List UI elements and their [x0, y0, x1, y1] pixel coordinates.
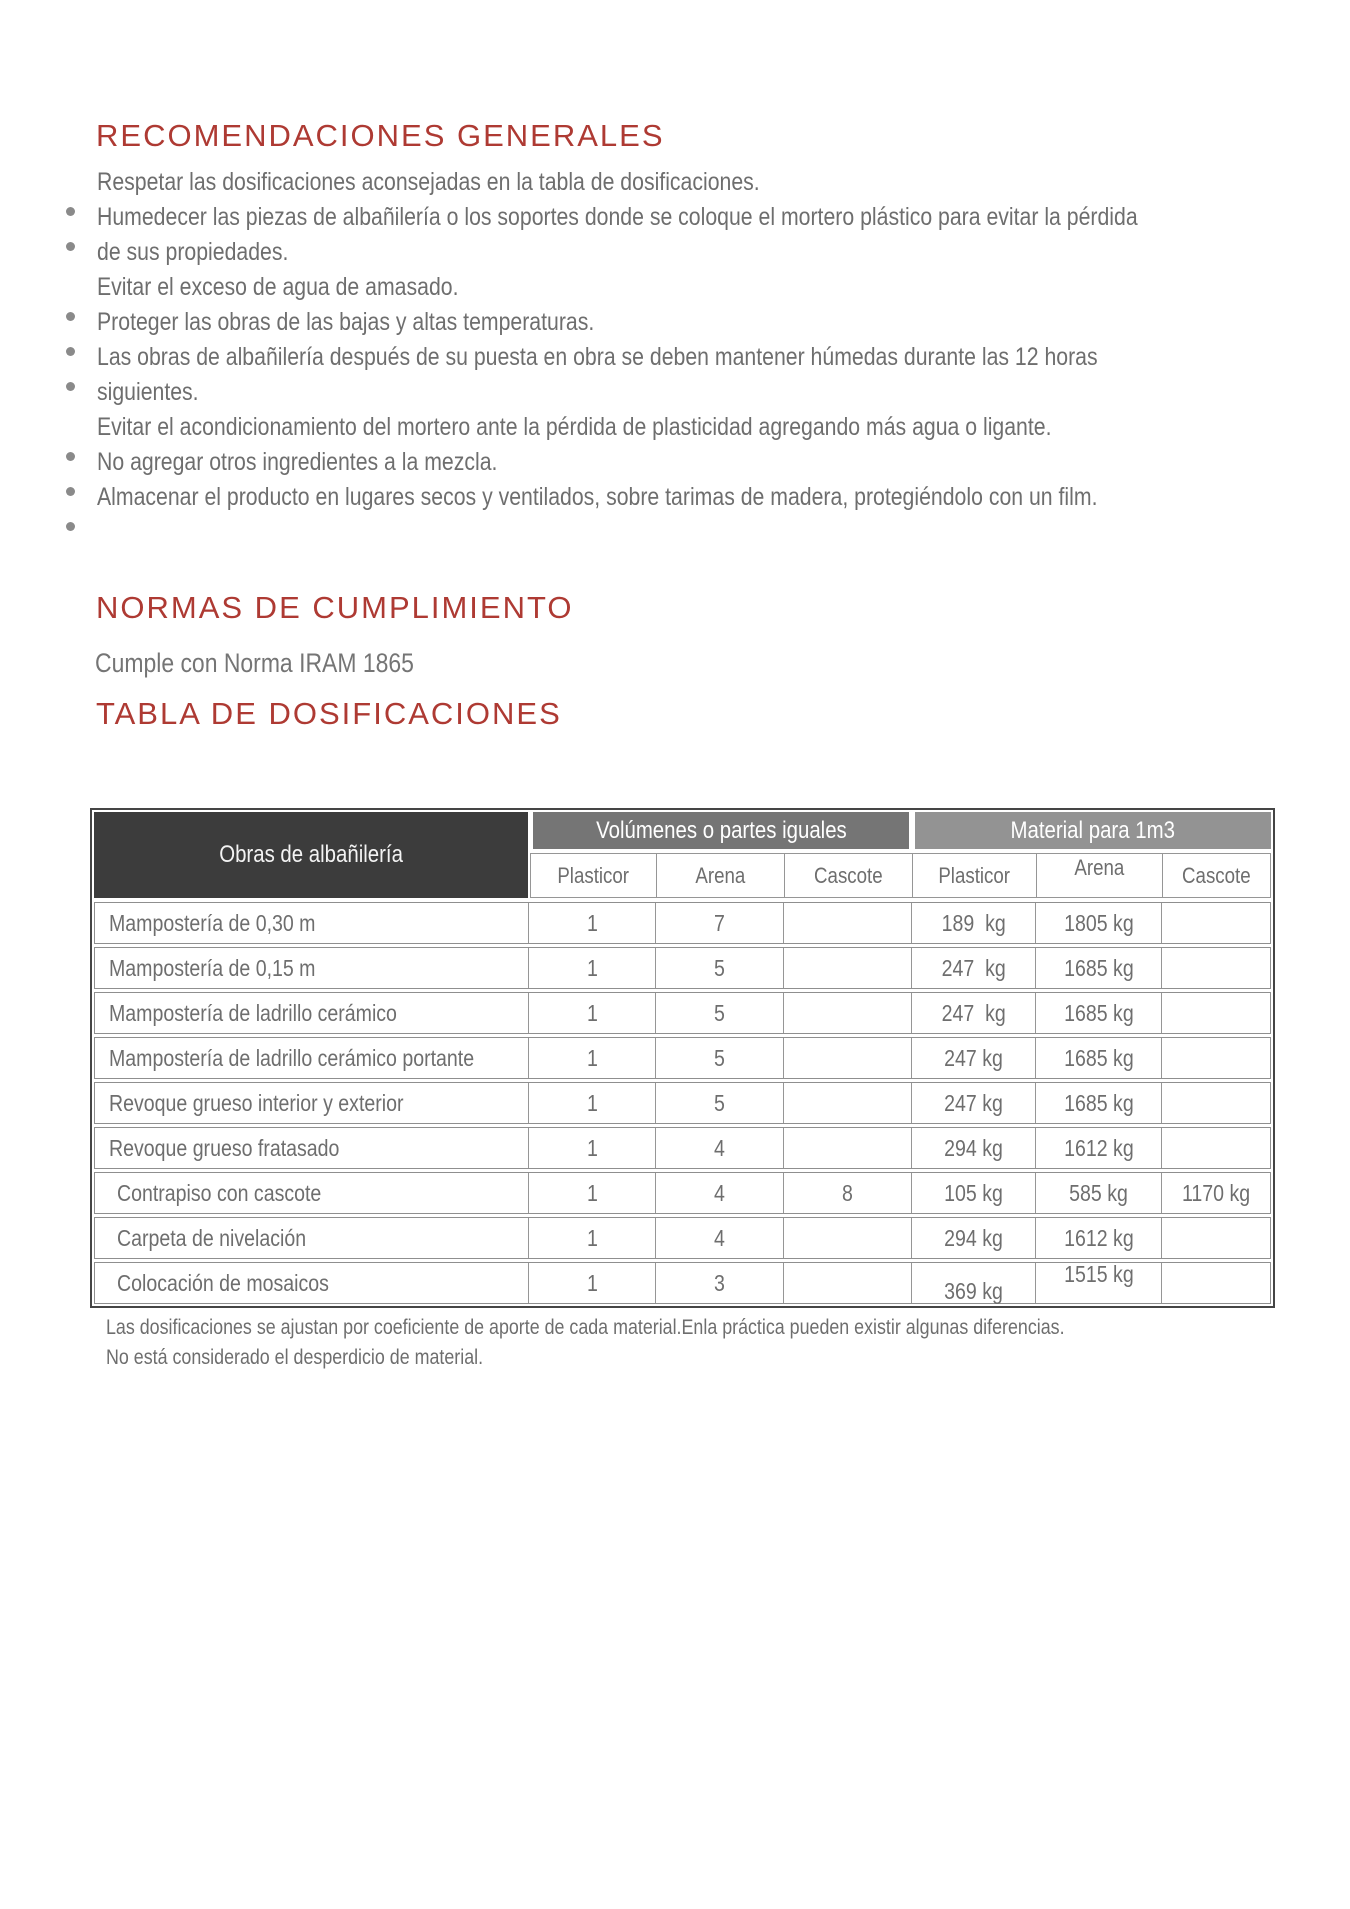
recommendation-text: siguientes.	[97, 378, 199, 406]
dosage-table-inner	[94, 812, 1271, 1304]
cell-volumes-plasticor	[529, 1128, 656, 1168]
table-body	[94, 902, 1271, 1304]
cell-value: 5	[714, 954, 725, 981]
cell-obra-label: Mampostería de ladrillo cerámico portante	[109, 1044, 475, 1071]
cell-volumes-cascote	[784, 1173, 912, 1213]
bullet-icon	[66, 487, 75, 496]
norma-compliance-label: Cumple con Norma IRAM 1865	[95, 648, 414, 678]
bullet-icon	[66, 242, 75, 251]
cell-material-plasticor	[912, 1128, 1036, 1168]
recommendation-line	[63, 201, 1243, 236]
cell-volumes-arena	[656, 1083, 784, 1123]
group-header-material-label: Material para 1m3	[1010, 816, 1176, 844]
cell-value: 189 kg	[941, 909, 1006, 936]
cell-value: 1685 kg	[1063, 999, 1134, 1026]
subheader-arena-volumes	[657, 854, 785, 897]
cell-material-cascote	[1162, 1263, 1270, 1303]
cell-value: 5	[714, 1044, 725, 1071]
bullet-icon	[66, 312, 75, 321]
cell-value: 1	[586, 954, 598, 981]
cell-material-plasticor	[912, 1263, 1036, 1303]
cell-obra-label: Revoque grueso fratasado	[109, 1134, 340, 1161]
cell-material-plasticor	[912, 1173, 1036, 1213]
subheader-label: Arena	[1074, 854, 1125, 880]
cell-volumes-cascote	[784, 1038, 912, 1078]
cell-value: 5	[714, 999, 725, 1026]
cell-material-plasticor	[912, 1218, 1036, 1258]
cell-volumes-arena	[656, 903, 784, 943]
subheader-row	[530, 853, 1271, 898]
cell-value: 247 kg	[944, 1089, 1003, 1116]
cell-material-cascote	[1162, 1038, 1270, 1078]
cell-value: 1	[586, 1224, 598, 1251]
dosage-table	[90, 808, 1275, 1308]
cell-material-cascote	[1162, 1083, 1270, 1123]
cell-obra-label: Contrapiso con cascote	[117, 1179, 322, 1206]
cell-value: 8	[842, 1179, 853, 1206]
recommendation-line	[63, 271, 1243, 306]
cell-material-arena	[1036, 1260, 1162, 1303]
cell-value: 1612 kg	[1063, 1134, 1134, 1161]
subheader-cascote-material	[1163, 854, 1270, 897]
recommendation-line	[63, 481, 1243, 516]
cell-material-arena	[1036, 1038, 1162, 1078]
cell-value: 1	[586, 1134, 598, 1161]
recommendation-text: Evitar el exceso de agua de amasado.	[97, 273, 459, 301]
table-corner-header	[94, 812, 528, 898]
cell-material-cascote	[1162, 1218, 1270, 1258]
recommendation-line	[63, 446, 1243, 481]
cell-obra-label: Carpeta de nivelación	[117, 1224, 307, 1251]
cell-material-cascote	[1162, 1173, 1270, 1213]
group-header-volumes-label: Volúmenes o partes iguales	[595, 816, 847, 844]
cell-value: 1	[586, 1089, 598, 1116]
note-line-1	[106, 1316, 1234, 1346]
cell-volumes-plasticor	[529, 993, 656, 1033]
note-line-2	[106, 1346, 1234, 1376]
cell-volumes-plasticor	[529, 948, 656, 988]
cell-obra	[95, 948, 529, 988]
table-notes	[106, 1316, 1234, 1376]
cell-obra	[95, 1083, 529, 1123]
cell-value: 1685 kg	[1063, 1089, 1134, 1116]
cell-value: 294 kg	[944, 1134, 1003, 1161]
cell-value: 247 kg	[944, 1044, 1003, 1071]
cell-volumes-arena	[656, 1218, 784, 1258]
recommendations-list	[63, 166, 1243, 551]
cell-obra	[95, 993, 529, 1033]
cell-volumes-plasticor	[529, 1173, 656, 1213]
cell-volumes-arena	[656, 1173, 784, 1213]
cell-value: 1515 kg	[1063, 1260, 1134, 1287]
cell-obra-label: Mampostería de 0,30 m	[109, 909, 316, 936]
note-text: No está considerado el desperdicio de material.	[106, 1346, 484, 1369]
cell-material-arena	[1036, 903, 1162, 943]
cell-value: 1	[586, 1269, 598, 1296]
cell-volumes-plasticor	[529, 1083, 656, 1123]
cell-material-plasticor	[912, 903, 1036, 943]
recommendation-text: Proteger las obras de las bajas y altas temperaturas.	[97, 308, 595, 336]
cell-value: 7	[714, 909, 725, 936]
recommendation-text: de sus propiedades.	[97, 238, 289, 266]
subheader-label: Plasticor	[938, 862, 1011, 888]
recommendation-text: Almacenar el producto en lugares secos y ventilados, sobre tarimas de madera, protegiéndolo con un film.	[97, 483, 1098, 511]
cell-obra	[95, 1263, 529, 1303]
cell-obra	[95, 1173, 529, 1213]
subheader-label: Cascote	[1182, 862, 1251, 888]
cell-value: 1805 kg	[1063, 909, 1134, 936]
note-text: Las dosificaciones se ajustan por coeficiente de aporte de cada material.Enla práctica pueden existir algunas diferencias.	[106, 1316, 1065, 1339]
bullet-icon	[66, 522, 75, 531]
cell-material-cascote	[1162, 948, 1270, 988]
subheader-label: Plasticor	[557, 862, 630, 888]
cell-value: 369 kg	[944, 1277, 1003, 1304]
recommendation-line	[63, 236, 1243, 271]
cell-volumes-cascote	[784, 1083, 912, 1123]
cell-value: 294 kg	[944, 1224, 1003, 1251]
recommendation-text: Las obras de albañilería después de su puesta en obra se deben mantener húmedas durante las 12 horas	[97, 343, 1098, 371]
cell-material-arena	[1036, 1218, 1162, 1258]
recommendation-line	[63, 516, 1243, 551]
cell-material-arena	[1036, 1083, 1162, 1123]
table-row	[94, 1217, 1271, 1259]
cell-obra	[95, 903, 529, 943]
cell-volumes-arena	[656, 1038, 784, 1078]
cell-material-arena	[1036, 1128, 1162, 1168]
cell-obra-label: Mampostería de 0,15 m	[109, 954, 316, 981]
cell-value: 1170 kg	[1181, 1179, 1251, 1206]
cell-obra	[95, 1128, 529, 1168]
cell-value: 3	[714, 1269, 725, 1296]
recommendation-line	[63, 341, 1243, 376]
cell-obra-label: Colocación de mosaicos	[117, 1269, 329, 1296]
subheader-arena-material	[1037, 854, 1163, 897]
cell-material-plasticor	[912, 1083, 1036, 1123]
recommendation-text: Humedecer las piezas de albañilería o los soportes donde se coloque el mortero plástico para evitar la pérdida	[97, 203, 1138, 231]
bullet-icon	[66, 347, 75, 356]
cell-volumes-arena	[656, 1263, 784, 1303]
cell-value: 4	[714, 1134, 725, 1161]
cell-volumes-cascote	[784, 993, 912, 1033]
cell-volumes-arena	[656, 948, 784, 988]
cell-volumes-plasticor	[529, 1263, 656, 1303]
recommendation-line	[63, 306, 1243, 341]
table-corner-header-label: Obras de albañilería	[219, 841, 403, 868]
bullet-icon	[66, 382, 75, 391]
bullet-icon	[66, 452, 75, 461]
norma-compliance-text	[95, 648, 470, 679]
bullet-icon	[66, 207, 75, 216]
cell-volumes-arena	[656, 993, 784, 1033]
table-row	[94, 1037, 1271, 1079]
cell-volumes-cascote	[784, 903, 912, 943]
cell-material-plasticor	[912, 993, 1036, 1033]
subheader-cascote-volumes	[785, 854, 913, 897]
cell-value: 4	[714, 1224, 725, 1251]
heading-normas-de-cumplimiento: NORMAS DE CUMPLIMIENTO	[96, 590, 574, 625]
table-row	[94, 1082, 1271, 1124]
cell-obra-label: Revoque grueso interior y exterior	[109, 1089, 404, 1116]
recommendation-line	[63, 166, 1243, 201]
heading-tabla-de-dosificaciones: TABLA DE DOSIFICACIONES	[96, 696, 562, 731]
recommendation-text: No agregar otros ingredientes a la mezcla.	[97, 448, 498, 476]
table-row	[94, 902, 1271, 944]
table-row	[94, 947, 1271, 989]
cell-value: 247 kg	[941, 999, 1006, 1026]
cell-volumes-cascote	[784, 1218, 912, 1258]
cell-value: 4	[714, 1179, 725, 1206]
cell-material-arena	[1036, 993, 1162, 1033]
cell-value: 5	[714, 1089, 725, 1116]
cell-volumes-cascote	[784, 1128, 912, 1168]
cell-value: 1	[586, 999, 598, 1026]
cell-value: 1685 kg	[1063, 954, 1134, 981]
cell-volumes-plasticor	[529, 903, 656, 943]
cell-material-arena	[1036, 948, 1162, 988]
group-header-volumes	[533, 812, 909, 849]
cell-volumes-arena	[656, 1128, 784, 1168]
subheader-plasticor-volumes	[531, 854, 657, 897]
cell-volumes-cascote	[784, 1263, 912, 1303]
heading-recomendaciones-generales: RECOMENDACIONES GENERALES	[96, 118, 665, 153]
cell-volumes-plasticor	[529, 1038, 656, 1078]
cell-value: 1685 kg	[1063, 1044, 1134, 1071]
cell-material-cascote	[1162, 1128, 1270, 1168]
recommendation-line	[63, 411, 1243, 446]
cell-value: 1	[586, 1044, 598, 1071]
table-row	[94, 992, 1271, 1034]
group-header-material	[915, 812, 1271, 849]
table-row	[94, 1127, 1271, 1169]
cell-material-plasticor	[912, 948, 1036, 988]
recommendation-line	[63, 376, 1243, 411]
cell-obra-label: Mampostería de ladrillo cerámico	[109, 999, 397, 1026]
cell-value: 105 kg	[944, 1179, 1003, 1206]
cell-value: 247 kg	[941, 954, 1006, 981]
cell-value: 585 kg	[1069, 1179, 1128, 1206]
cell-obra	[95, 1218, 529, 1258]
cell-value: 1612 kg	[1063, 1224, 1134, 1251]
subheader-plasticor-material	[913, 854, 1037, 897]
table-row	[94, 1172, 1271, 1214]
cell-material-plasticor	[912, 1038, 1036, 1078]
table-row	[94, 1262, 1271, 1304]
cell-obra	[95, 1038, 529, 1078]
cell-material-cascote	[1162, 993, 1270, 1033]
recommendation-text: Evitar el acondicionamiento del mortero ante la pérdida de plasticidad agregando más agua o ligante.	[97, 413, 1052, 441]
subheader-label: Cascote	[814, 862, 883, 888]
cell-value: 1	[586, 909, 598, 936]
subheader-label: Arena	[695, 862, 746, 888]
cell-volumes-plasticor	[529, 1218, 656, 1258]
recommendation-text: Respetar las dosificaciones aconsejadas en la tabla de dosificaciones.	[97, 168, 760, 196]
cell-volumes-cascote	[784, 948, 912, 988]
cell-value: 1	[586, 1179, 598, 1206]
cell-material-arena	[1036, 1173, 1162, 1213]
cell-material-cascote	[1162, 903, 1270, 943]
